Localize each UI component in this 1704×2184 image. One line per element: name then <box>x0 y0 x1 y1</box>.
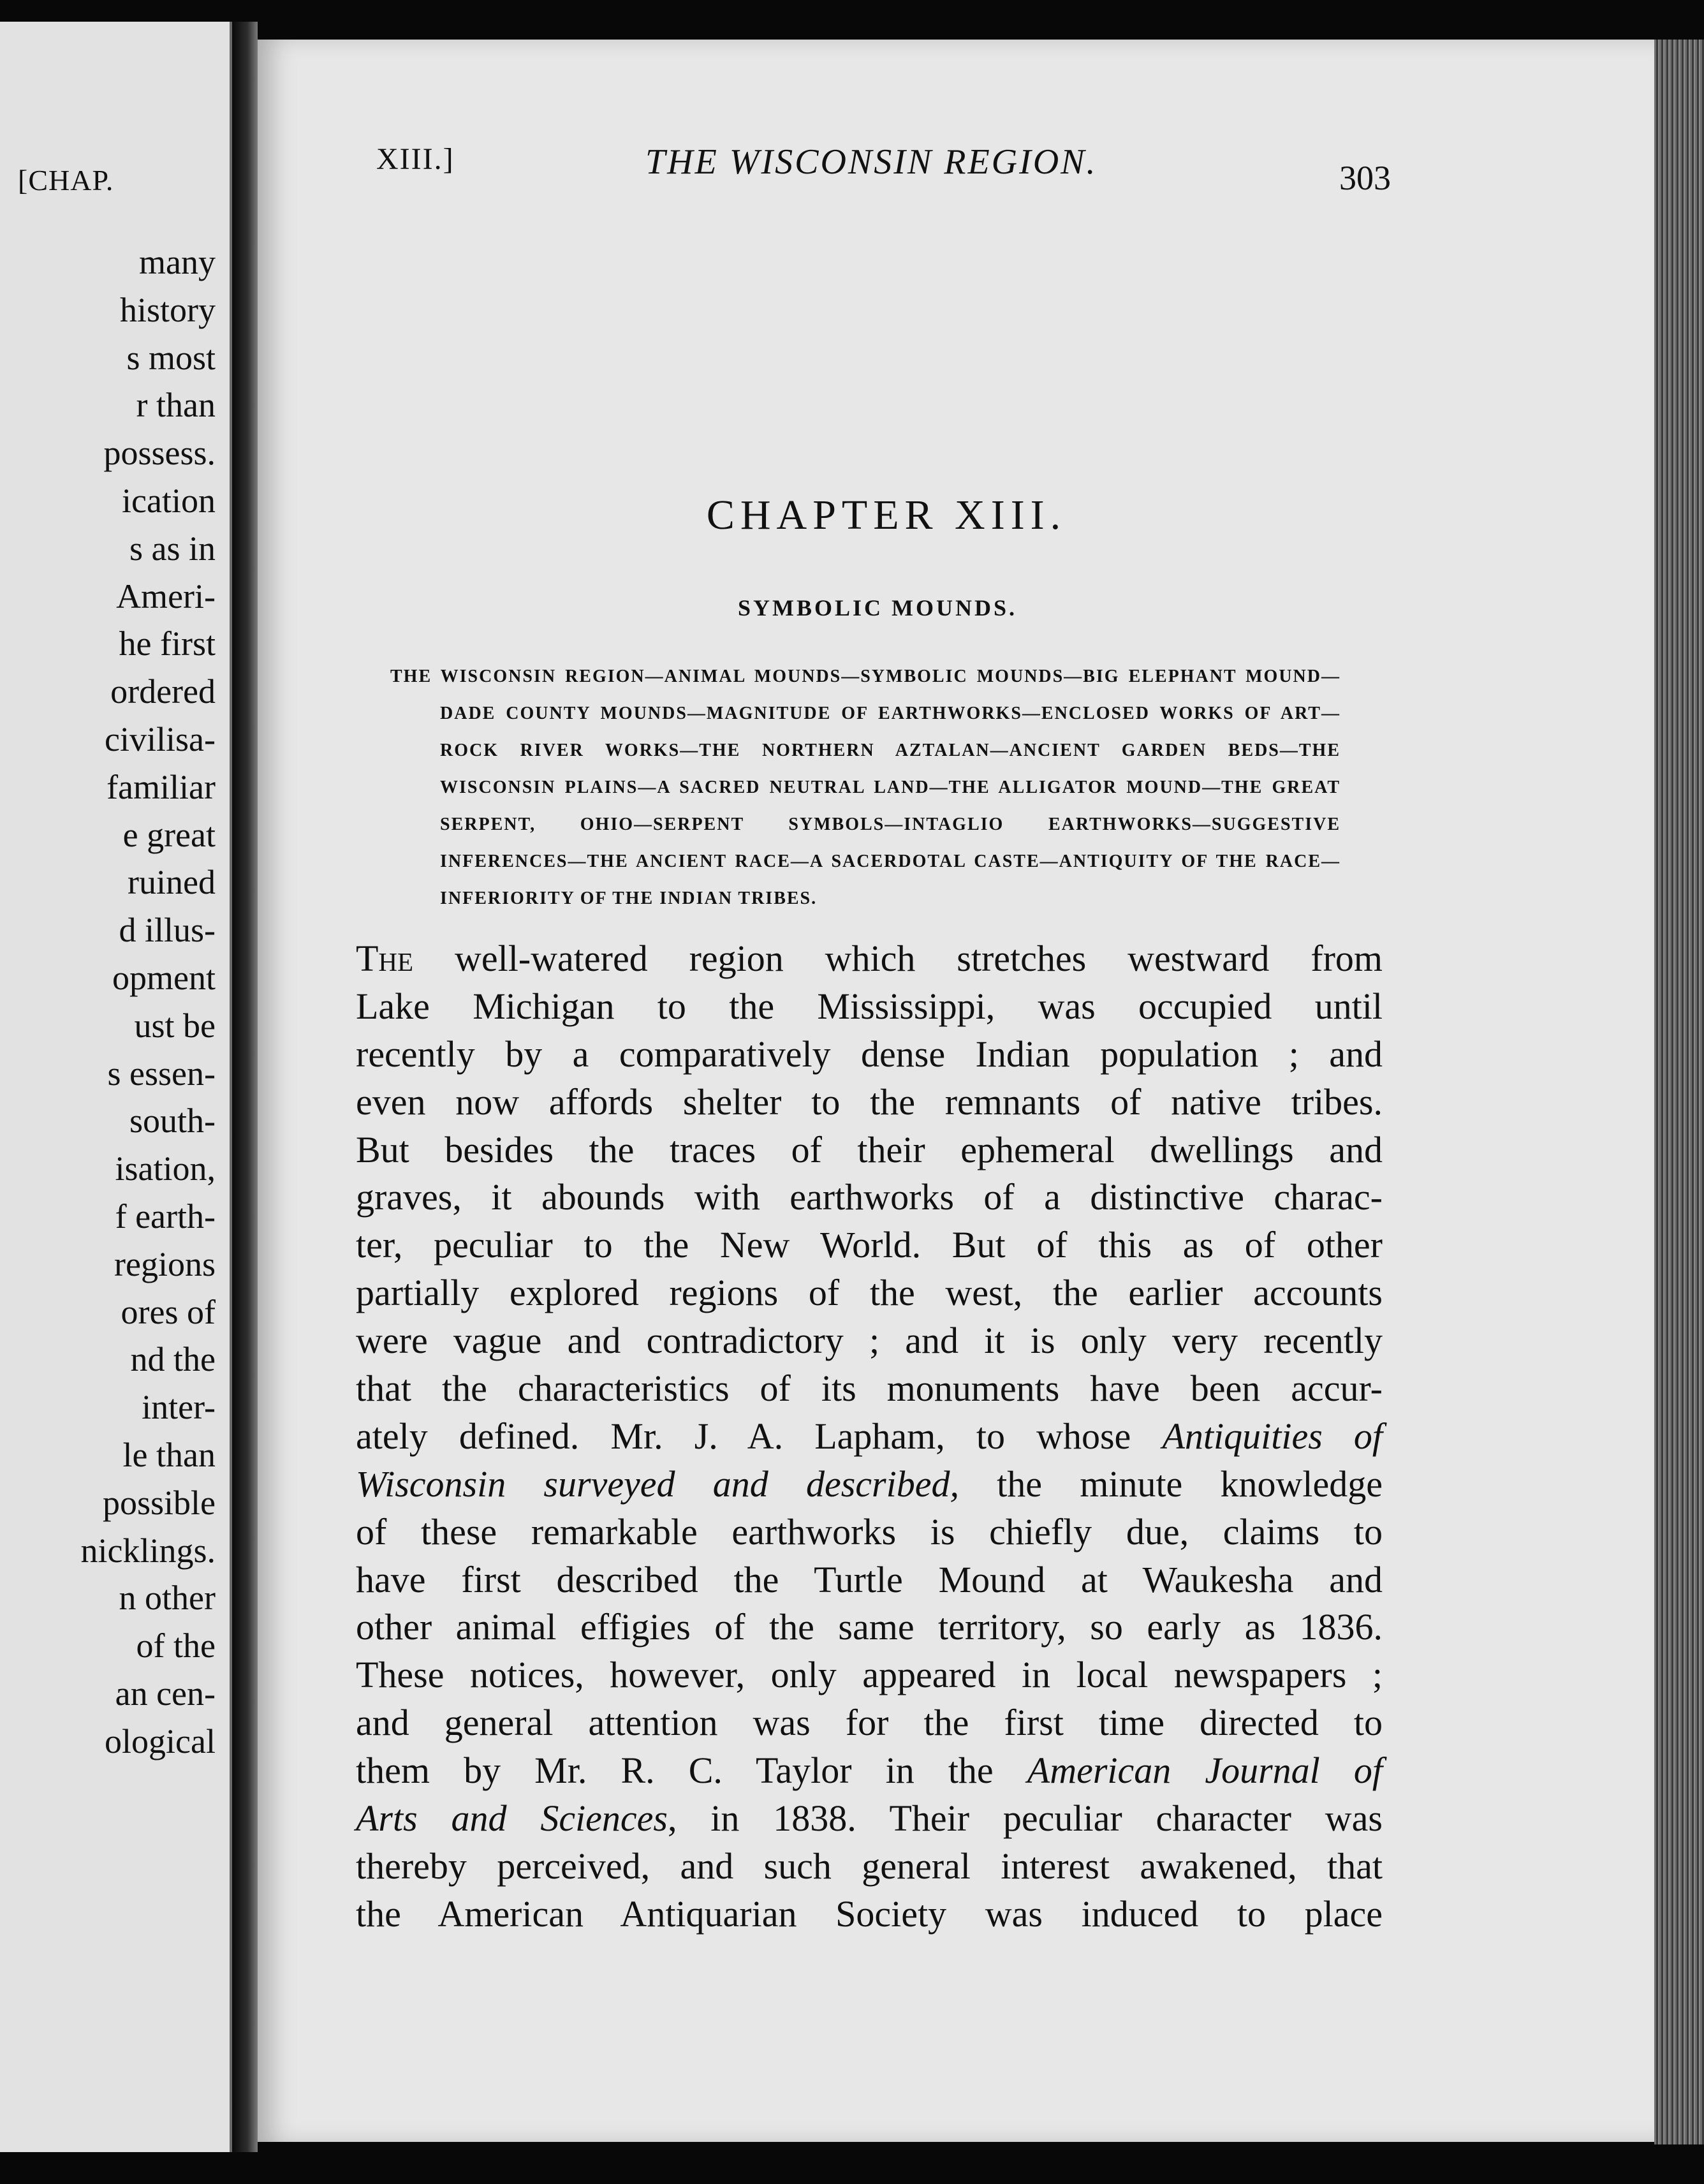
body-line: The well-watered region which stretches westward from <box>356 938 1383 979</box>
left-line: r than <box>136 386 216 425</box>
left-line: civilisa- <box>105 719 216 758</box>
left-line: n other <box>119 1579 216 1618</box>
left-line: south- <box>129 1102 216 1140</box>
left-line: s essen- <box>107 1054 216 1093</box>
chapter-subtitle: SYMBOLIC MOUNDS. <box>737 595 1018 621</box>
left-line: s most <box>126 338 216 377</box>
body-line: the American Antiquarian Society was induced to place <box>356 1893 1383 1935</box>
left-line: opment <box>112 958 216 997</box>
body-line: partially explored regions of the west, the earlier accounts <box>356 1272 1383 1314</box>
body-line: ter, peculiar to the New World. But of this as of other <box>356 1224 1383 1266</box>
left-line: ordered <box>110 672 216 711</box>
left-page-text <box>81 239 216 1766</box>
body-line: Wisconsin surveyed and described, the minute knowledge <box>356 1463 1383 1505</box>
body-text <box>356 935 1383 1938</box>
body-line: that the characteristics of its monuments have been accur- <box>356 1368 1383 1410</box>
body-line: of these remarkable earthworks is chiefly due, claims to <box>356 1510 1383 1553</box>
left-line: an cen- <box>115 1674 216 1713</box>
left-line: regions <box>114 1244 216 1283</box>
chapter-heading: CHAPTER XIII. <box>706 492 1067 538</box>
book-title: Wisconsin surveyed and described, <box>356 1463 959 1505</box>
running-head-title: THE WISCONSIN REGION. <box>645 142 1098 182</box>
body-line: other animal effigies of the same territory, so early as 1836. <box>356 1606 1383 1648</box>
body-line: recently by a comparatively dense Indian population ; and <box>356 1033 1383 1075</box>
left-line: history <box>119 290 216 329</box>
book-gutter <box>232 22 258 2152</box>
journal-title: American Journal of <box>1027 1750 1383 1792</box>
left-line: d illus- <box>119 911 216 950</box>
synopsis-text: THE WISCONSIN REGION—ANIMAL MOUNDS—SYMBOLIC MOUNDS—BIG ELEPHANT MOUND—DADE COUNTY MOUNDS—MAGNITUDE OF EARTHWORKS—ENCLOSED WORKS OF ART—ROCK RIVER WORKS—THE NORTHERN AZTALAN—ANCIENT GARDEN BEDS—THE WISCONSIN PLAINS—A SACRED NEUTRAL LAND—THE ALLIGATOR MOUND—THE GREAT SERPENT, OHIO—SERPENT SYMBOLS—INTAGLIO EARTHWORKS—SUGGESTIVE INFERENCES—THE ANCIENT RACE—A SACERDOTAL CASTE—ANTIQUITY OF THE RACE—INFERIORITY OF THE INDIAN TRIBES. <box>390 667 1340 908</box>
lead-word: The <box>356 938 414 979</box>
left-line: inter- <box>142 1388 216 1427</box>
body-line: These notices, however, only appeared in local newspapers ; <box>356 1654 1383 1696</box>
body-line: graves, it abounds with earthworks of a distinctive charac- <box>356 1176 1383 1218</box>
left-line: nd the <box>130 1340 216 1379</box>
left-line: s as in <box>129 529 216 568</box>
left-line: ust be <box>134 1006 216 1045</box>
page-fore-edge <box>1654 40 1704 2144</box>
left-line: possess. <box>103 434 216 473</box>
left-line: f earth- <box>115 1197 216 1236</box>
body-line: have first described the Turtle Mound at Waukesha and <box>356 1558 1383 1600</box>
body-line: Lake Michigan to the Mississippi, was occupied until <box>356 985 1383 1027</box>
body-line: Arts and Sciences, in 1838. Their peculiar character was <box>356 1797 1383 1840</box>
left-line: e great <box>122 815 216 854</box>
left-line: le than <box>122 1435 216 1474</box>
left-line: he first <box>119 624 216 663</box>
left-line: ores of <box>121 1292 216 1331</box>
body-line: were vague and contradictory ; and it is only very recently <box>356 1320 1383 1362</box>
left-line: ological <box>105 1722 216 1760</box>
left-page <box>0 22 232 2152</box>
page-number: 303 <box>1339 159 1391 197</box>
body-line: But besides the traces of their ephemeral dwellings and <box>356 1128 1383 1170</box>
left-line: of the <box>136 1627 216 1665</box>
body-line: and general attention was for the first time directed to <box>356 1702 1383 1744</box>
left-running-head: [CHAP. <box>18 164 114 196</box>
body-line: ately defined. Mr. J. A. Lapham, to whose Antiquities of <box>356 1415 1383 1457</box>
left-line: many <box>139 243 216 281</box>
chapter-synopsis <box>390 658 1340 917</box>
body-line: thereby perceived, and such general interest awakened, that <box>356 1845 1383 1887</box>
left-line: isation, <box>115 1149 216 1188</box>
left-line: possible <box>102 1483 216 1522</box>
body-line: even now affords shelter to the remnants of native tribes. <box>356 1081 1383 1123</box>
left-line: Ameri- <box>116 577 216 616</box>
body-line: them by Mr. R. C. Taylor in the American Journal of <box>356 1750 1383 1792</box>
left-line: familiar <box>106 767 216 806</box>
left-line: nicklings. <box>80 1531 216 1570</box>
book-title: Antiquities of <box>1162 1415 1383 1457</box>
left-line: ruined <box>128 863 216 902</box>
left-line: ication <box>122 481 216 520</box>
running-head-chapter: XIII.] <box>376 142 455 176</box>
journal-title: Arts and Sciences <box>356 1797 668 1840</box>
